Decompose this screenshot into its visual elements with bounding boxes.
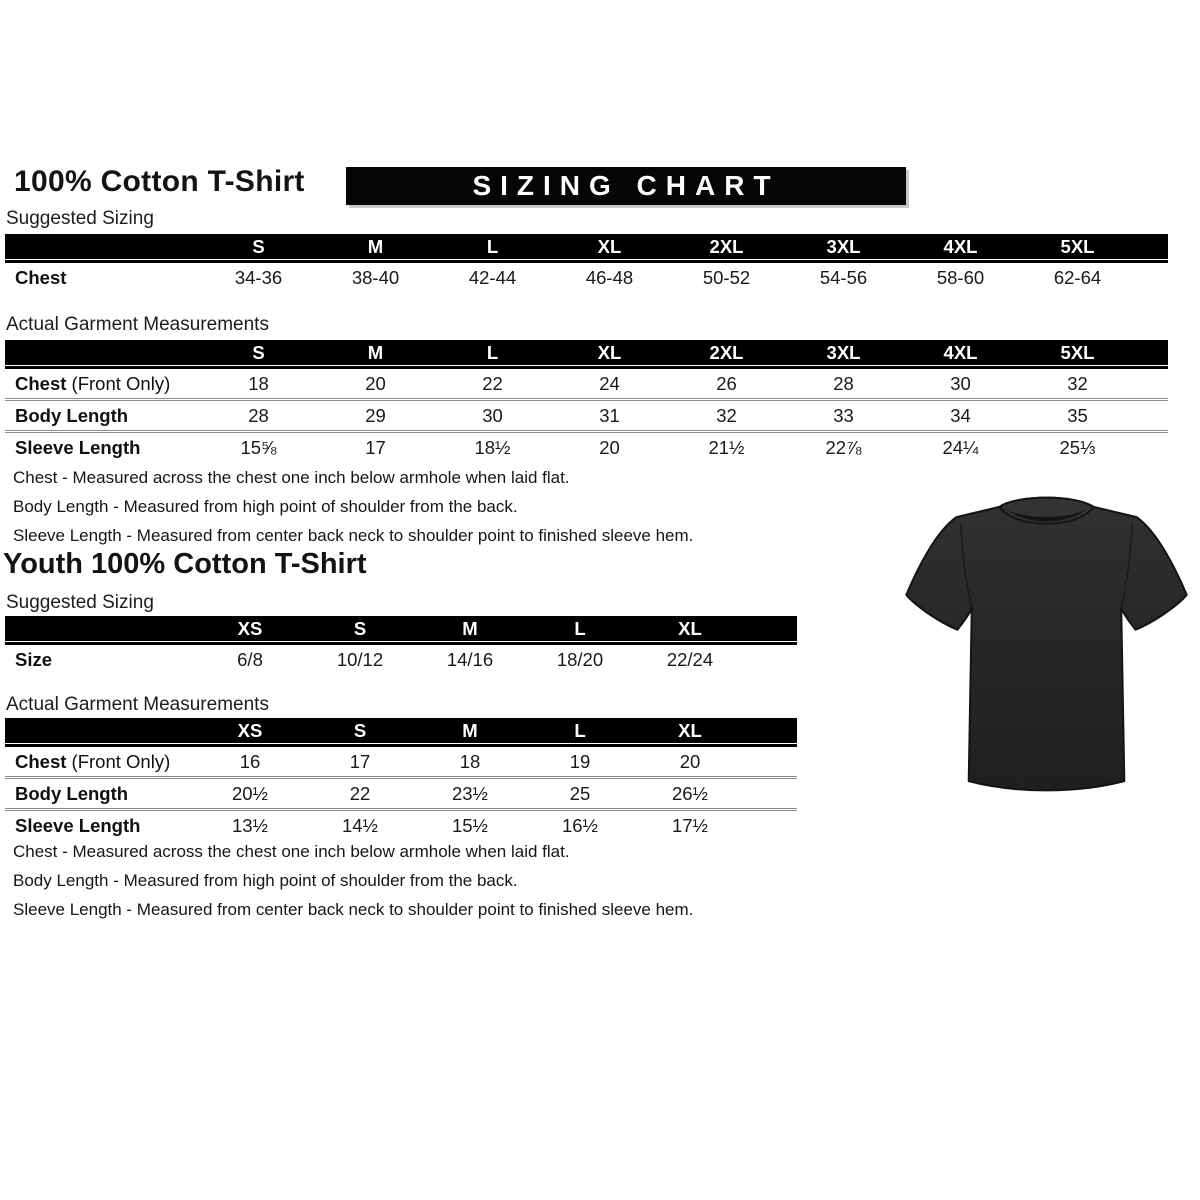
measurement-cell: 18	[248, 372, 269, 394]
measurement-cell: 20½	[231, 782, 268, 804]
measurement-cell: 58-60	[936, 266, 985, 288]
table-header	[5, 234, 1168, 263]
table-row	[5, 808, 797, 840]
measurement-cell: 15½	[451, 814, 488, 836]
measurement-cell: 18/20	[556, 648, 604, 670]
adult-notes	[13, 468, 693, 555]
measurement-cell: 46-48	[585, 266, 634, 288]
row-label	[5, 815, 195, 837]
table-header-row	[5, 234, 1168, 259]
youth-title: Youth 100% Cotton T-Shirt	[3, 548, 367, 580]
size-column-header: M	[367, 341, 384, 363]
measurement-cell: 17½	[671, 814, 708, 836]
row-label-text: Body Length	[15, 404, 129, 426]
banner-text: SIZING CHART	[472, 170, 780, 201]
adult-measurements-table	[5, 340, 1168, 462]
row-label-suffix: (Front Only)	[66, 372, 171, 394]
size-column-header: 5XL	[1060, 341, 1095, 363]
measurement-cell: 22	[482, 372, 503, 394]
row-label	[5, 783, 195, 805]
measurement-cell: 10/12	[336, 648, 384, 670]
youth-notes	[13, 842, 693, 929]
measurement-cell: 29	[365, 404, 386, 426]
size-column-header: L	[486, 341, 499, 363]
youth-suggested-sizing-table	[5, 616, 797, 674]
row-label-text: Size	[15, 648, 53, 670]
measurement-cell: 22	[349, 782, 371, 804]
row-label	[5, 405, 200, 427]
measurement-cell: 18½	[474, 436, 511, 458]
measurement-cell: 22⅞	[825, 436, 862, 458]
measurement-cell: 22/24	[666, 648, 714, 670]
measurement-cell: 18	[459, 750, 481, 772]
measurement-cell: 20	[679, 750, 701, 772]
note-line: Sleeve Length - Measured from center back neck to shoulder point to finished sleeve hem.	[13, 526, 694, 545]
measurement-cell: 50-52	[702, 266, 751, 288]
size-column-header: XL	[597, 235, 622, 257]
size-column-header: S	[353, 617, 367, 639]
size-column-header: XL	[678, 719, 702, 741]
measurement-cell: 14½	[341, 814, 378, 836]
table-header	[5, 616, 797, 645]
size-column-header: 3XL	[826, 235, 861, 257]
row-label-text: Sleeve Length	[15, 814, 141, 836]
size-column-header: M	[462, 719, 478, 741]
measurement-cell: 34-36	[234, 266, 283, 288]
row-label-text: Body Length	[15, 782, 129, 804]
size-column-header: 2XL	[709, 235, 744, 257]
size-column-header: M	[462, 617, 478, 639]
table-row	[5, 776, 797, 808]
size-column-header: 3XL	[826, 341, 861, 363]
row-label	[5, 437, 200, 459]
measurement-cell: 38-40	[351, 266, 400, 288]
table-row	[5, 369, 1168, 398]
measurement-cell: 17	[349, 750, 371, 772]
measurement-cell: 26	[716, 372, 737, 394]
measurement-cell: 32	[1067, 372, 1088, 394]
measurement-cell: 26½	[671, 782, 708, 804]
row-label	[5, 649, 195, 671]
measurement-cell: 20	[599, 436, 620, 458]
note-line: Chest - Measured across the chest one inch below armhole when laid flat.	[13, 842, 570, 861]
measurement-cell: 32	[716, 404, 737, 426]
sizing-chart-banner	[346, 167, 906, 205]
size-column-header: L	[486, 235, 499, 257]
table-row	[5, 430, 1168, 462]
size-column-header: S	[252, 235, 265, 257]
measurement-cell: 62-64	[1053, 266, 1102, 288]
size-column-header: S	[252, 341, 265, 363]
size-column-header: L	[574, 617, 586, 639]
youth-measurements-label: Actual Garment Measurements	[6, 694, 269, 715]
measurement-cell: 24¼	[942, 436, 979, 458]
measurement-cell: 21½	[708, 436, 745, 458]
measurement-cell: 17	[365, 436, 386, 458]
row-label-text: Chest	[15, 750, 67, 772]
size-column-header: 2XL	[709, 341, 744, 363]
table-header-row	[5, 616, 797, 641]
size-column-header: 5XL	[1060, 235, 1095, 257]
size-column-header: S	[353, 719, 367, 741]
table-header	[5, 718, 797, 747]
measurement-cell: 13½	[231, 814, 268, 836]
note-line: Body Length - Measured from high point of shoulder from the back.	[13, 871, 518, 890]
table-row	[5, 747, 797, 776]
table-row	[5, 645, 797, 674]
measurement-cell: 31	[599, 404, 620, 426]
size-column-header: 4XL	[943, 341, 978, 363]
row-label-suffix: (Front Only)	[66, 750, 171, 772]
measurement-cell: 33	[833, 404, 854, 426]
note-line: Sleeve Length - Measured from center back neck to shoulder point to finished sleeve hem.	[13, 900, 694, 919]
measurement-cell: 30	[950, 372, 971, 394]
row-label	[5, 373, 200, 395]
youth-suggested-sizing-label: Suggested Sizing	[6, 592, 154, 613]
table-header-row	[5, 718, 797, 743]
measurement-cell: 15⅝	[240, 436, 277, 458]
size-column-header: XS	[237, 719, 263, 741]
table-row	[5, 398, 1168, 430]
adult-suggested-sizing-label: Suggested Sizing	[6, 208, 154, 229]
adult-suggested-sizing-table	[5, 234, 1168, 292]
table-header-row	[5, 340, 1168, 365]
row-label	[5, 267, 200, 289]
youth-measurements-table	[5, 718, 797, 840]
table-row	[5, 263, 1168, 292]
measurement-cell: 23½	[451, 782, 488, 804]
row-label-text: Sleeve Length	[15, 436, 141, 458]
measurement-cell: 54-56	[819, 266, 868, 288]
adult-measurements-label: Actual Garment Measurements	[6, 314, 269, 335]
measurement-cell: 16	[239, 750, 261, 772]
size-column-header: 4XL	[943, 235, 978, 257]
measurement-cell: 16½	[561, 814, 598, 836]
measurement-cell: 19	[569, 750, 591, 772]
measurement-cell: 24	[599, 372, 620, 394]
note-line: Body Length - Measured from high point of shoulder from the back.	[13, 497, 518, 516]
measurement-cell: 42-44	[468, 266, 517, 288]
measurement-cell: 25⅓	[1059, 436, 1096, 458]
black-tshirt-image	[893, 474, 1200, 812]
measurement-cell: 6/8	[237, 648, 263, 670]
measurement-cell: 35	[1067, 404, 1088, 426]
tshirt-body	[906, 498, 1186, 791]
size-column-header: M	[367, 235, 384, 257]
size-column-header: XS	[237, 617, 263, 639]
measurement-cell: 34	[950, 404, 971, 426]
measurement-cell: 28	[833, 372, 854, 394]
size-column-header: L	[574, 719, 586, 741]
row-label-text: Chest	[15, 372, 67, 394]
table-header	[5, 340, 1168, 369]
measurement-cell: 20	[365, 372, 386, 394]
measurement-cell: 28	[248, 404, 269, 426]
page-title: 100% Cotton T-Shirt	[14, 165, 305, 198]
row-label	[5, 751, 195, 773]
measurement-cell: 25	[569, 782, 591, 804]
row-label-text: Chest	[15, 266, 67, 288]
size-column-header: XL	[678, 617, 702, 639]
note-line: Chest - Measured across the chest one inch below armhole when laid flat.	[13, 468, 570, 487]
size-column-header: XL	[597, 341, 622, 363]
measurement-cell: 30	[482, 404, 503, 426]
measurement-cell: 14/16	[446, 648, 494, 670]
